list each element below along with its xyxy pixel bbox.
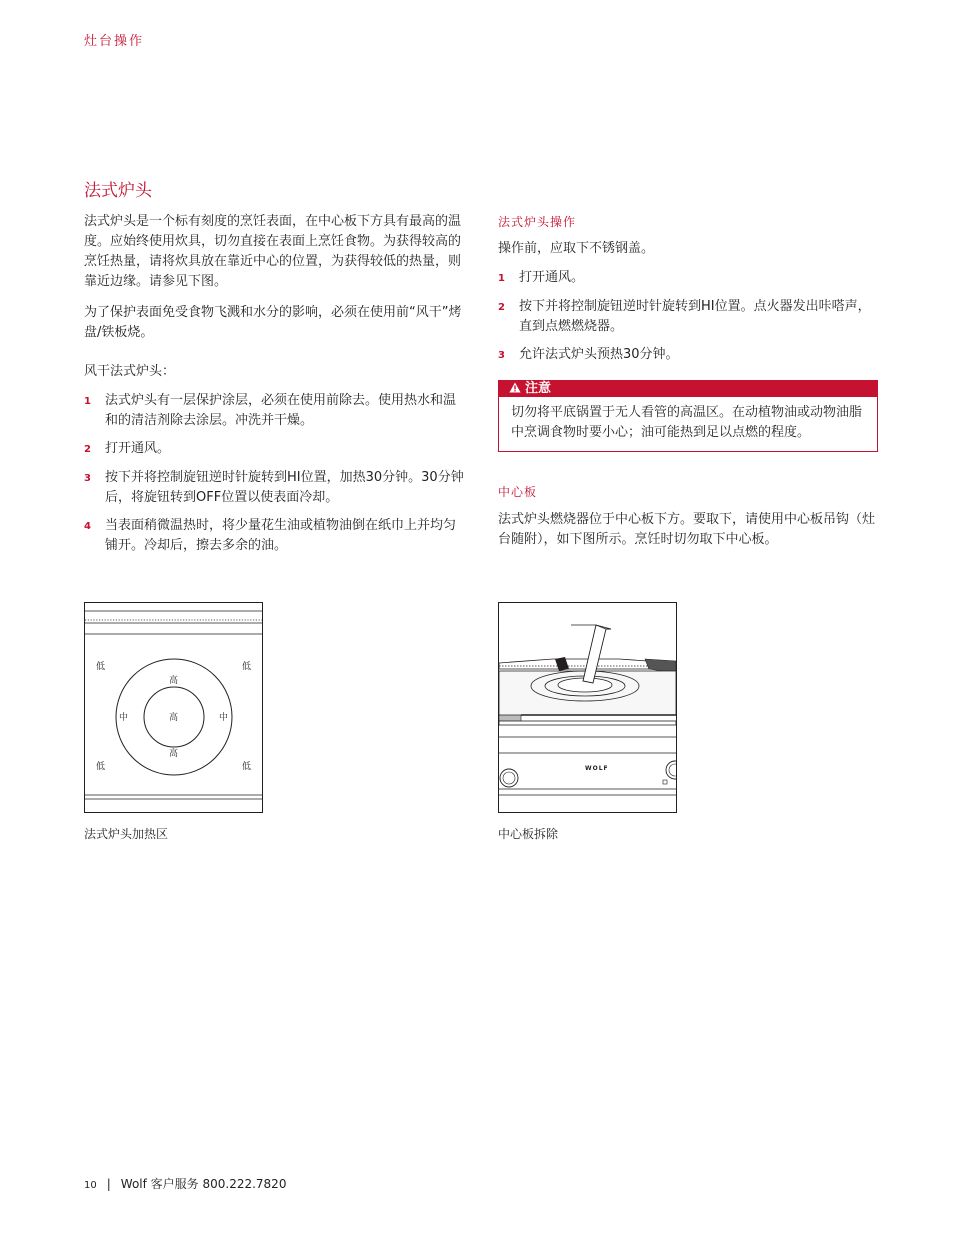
zone-label-low: 低 [242, 662, 252, 672]
step-number: 1 [84, 396, 91, 407]
air-dry-heading: 风干法式炉头： [84, 364, 176, 379]
right-column [498, 212, 878, 550]
step-item [84, 516, 466, 556]
air-dry-steps [84, 391, 466, 556]
zone-label-low: 低 [96, 662, 106, 672]
zone-label-high: 高 [169, 713, 179, 723]
step-number: 3 [498, 350, 505, 361]
protect-paragraph: 为了保护表面免受食物飞溅和水分的影响，必须在使用前“风干”烤盘/铁板烧。 [84, 305, 462, 340]
warning-triangle-icon [509, 382, 521, 393]
step-item [84, 468, 466, 508]
operation-heading: 法式炉头操作 [498, 215, 577, 229]
step-item [84, 439, 466, 460]
caution-header [499, 381, 877, 397]
step-text: 允许法式炉头预热30分钟。 [519, 347, 679, 362]
footer-contact: Wolf 客户服务 800.222.7820 [120, 1177, 287, 1191]
intro-paragraph: 法式炉头是一个标有刻度的烹饪表面，在中心板下方具有最高的温度。应始终使用炊具，切勿直接在表面上烹饪食物。为获得较高的烹饪热量，请将炊具放在靠近中心的位置，为获得较低的热量，则靠近边缘。请参见下图。 [84, 214, 462, 289]
center-plate-text: 法式炉头燃烧器位于中心板下方。要取下，请使用中心板吊钩（灶台随附），如下图所示。烹饪时切勿取下中心板。 [498, 512, 876, 547]
caution-text: 切勿将平底锅置于无人看管的高温区。在动植物油或动物油脂中烹调食物时要小心；油可能热到足以点燃的程度。 [511, 405, 863, 440]
step-item [498, 268, 878, 289]
caution-box [498, 380, 878, 452]
page-footer [84, 1175, 286, 1192]
page-title: 法式炉头 [84, 181, 152, 201]
before-operation-text: 操作前，应取下不锈钢盖。 [498, 241, 655, 256]
zone-label-low: 低 [242, 762, 252, 772]
step-item [498, 345, 878, 366]
step-number: 2 [84, 444, 91, 455]
zone-label-low: 低 [96, 762, 106, 772]
caution-label: 注意 [525, 381, 552, 396]
center-plate-caption: 中心板拆除 [498, 827, 559, 841]
step-number: 2 [498, 302, 505, 313]
step-text: 打开通风。 [105, 441, 171, 456]
zone-label-high: 高 [169, 676, 179, 686]
step-text: 按下并将控制旋钮逆时针旋转到HI位置。点火器发出咔嗒声，直到点燃燃烧器。 [519, 299, 871, 334]
heat-zone-caption: 法式炉头加热区 [84, 827, 169, 841]
center-plate-illustration [499, 603, 676, 812]
heat-zone-diagram [85, 603, 262, 812]
step-text: 按下并将控制旋钮逆时针旋转到HI位置，加热30分钟。30分钟后，将旋钮转到OFF位置以使表面冷却。 [105, 470, 464, 505]
zone-label-medium: 中 [119, 713, 129, 723]
step-number: 1 [498, 273, 505, 284]
step-number: 3 [84, 473, 91, 484]
heat-zone-figure [84, 602, 263, 813]
zone-label-high: 高 [169, 749, 179, 759]
center-plate-figure [498, 602, 677, 813]
step-item [84, 391, 466, 431]
step-item [498, 297, 878, 337]
footer-separator: | [106, 1177, 111, 1191]
step-text: 法式炉头有一层保护涂层，必须在使用前除去。使用热水和温和的清洁剂除去涂层。冲洗并干燥。 [105, 393, 457, 428]
step-text: 打开通风。 [519, 270, 585, 285]
page-number: 10 [84, 1180, 97, 1191]
zone-label-medium: 中 [219, 713, 229, 723]
brand-badge: WOLF [585, 765, 609, 772]
step-text: 当表面稍微温热时，将少量花生油或植物油倒在纸巾上并均匀铺开。冷却后，擦去多余的油。 [105, 518, 457, 553]
step-number: 4 [84, 521, 91, 532]
operation-steps [498, 268, 878, 366]
left-column [84, 212, 466, 564]
center-plate-heading: 中心板 [498, 485, 538, 499]
section-header: 灶台操作 [84, 34, 145, 49]
